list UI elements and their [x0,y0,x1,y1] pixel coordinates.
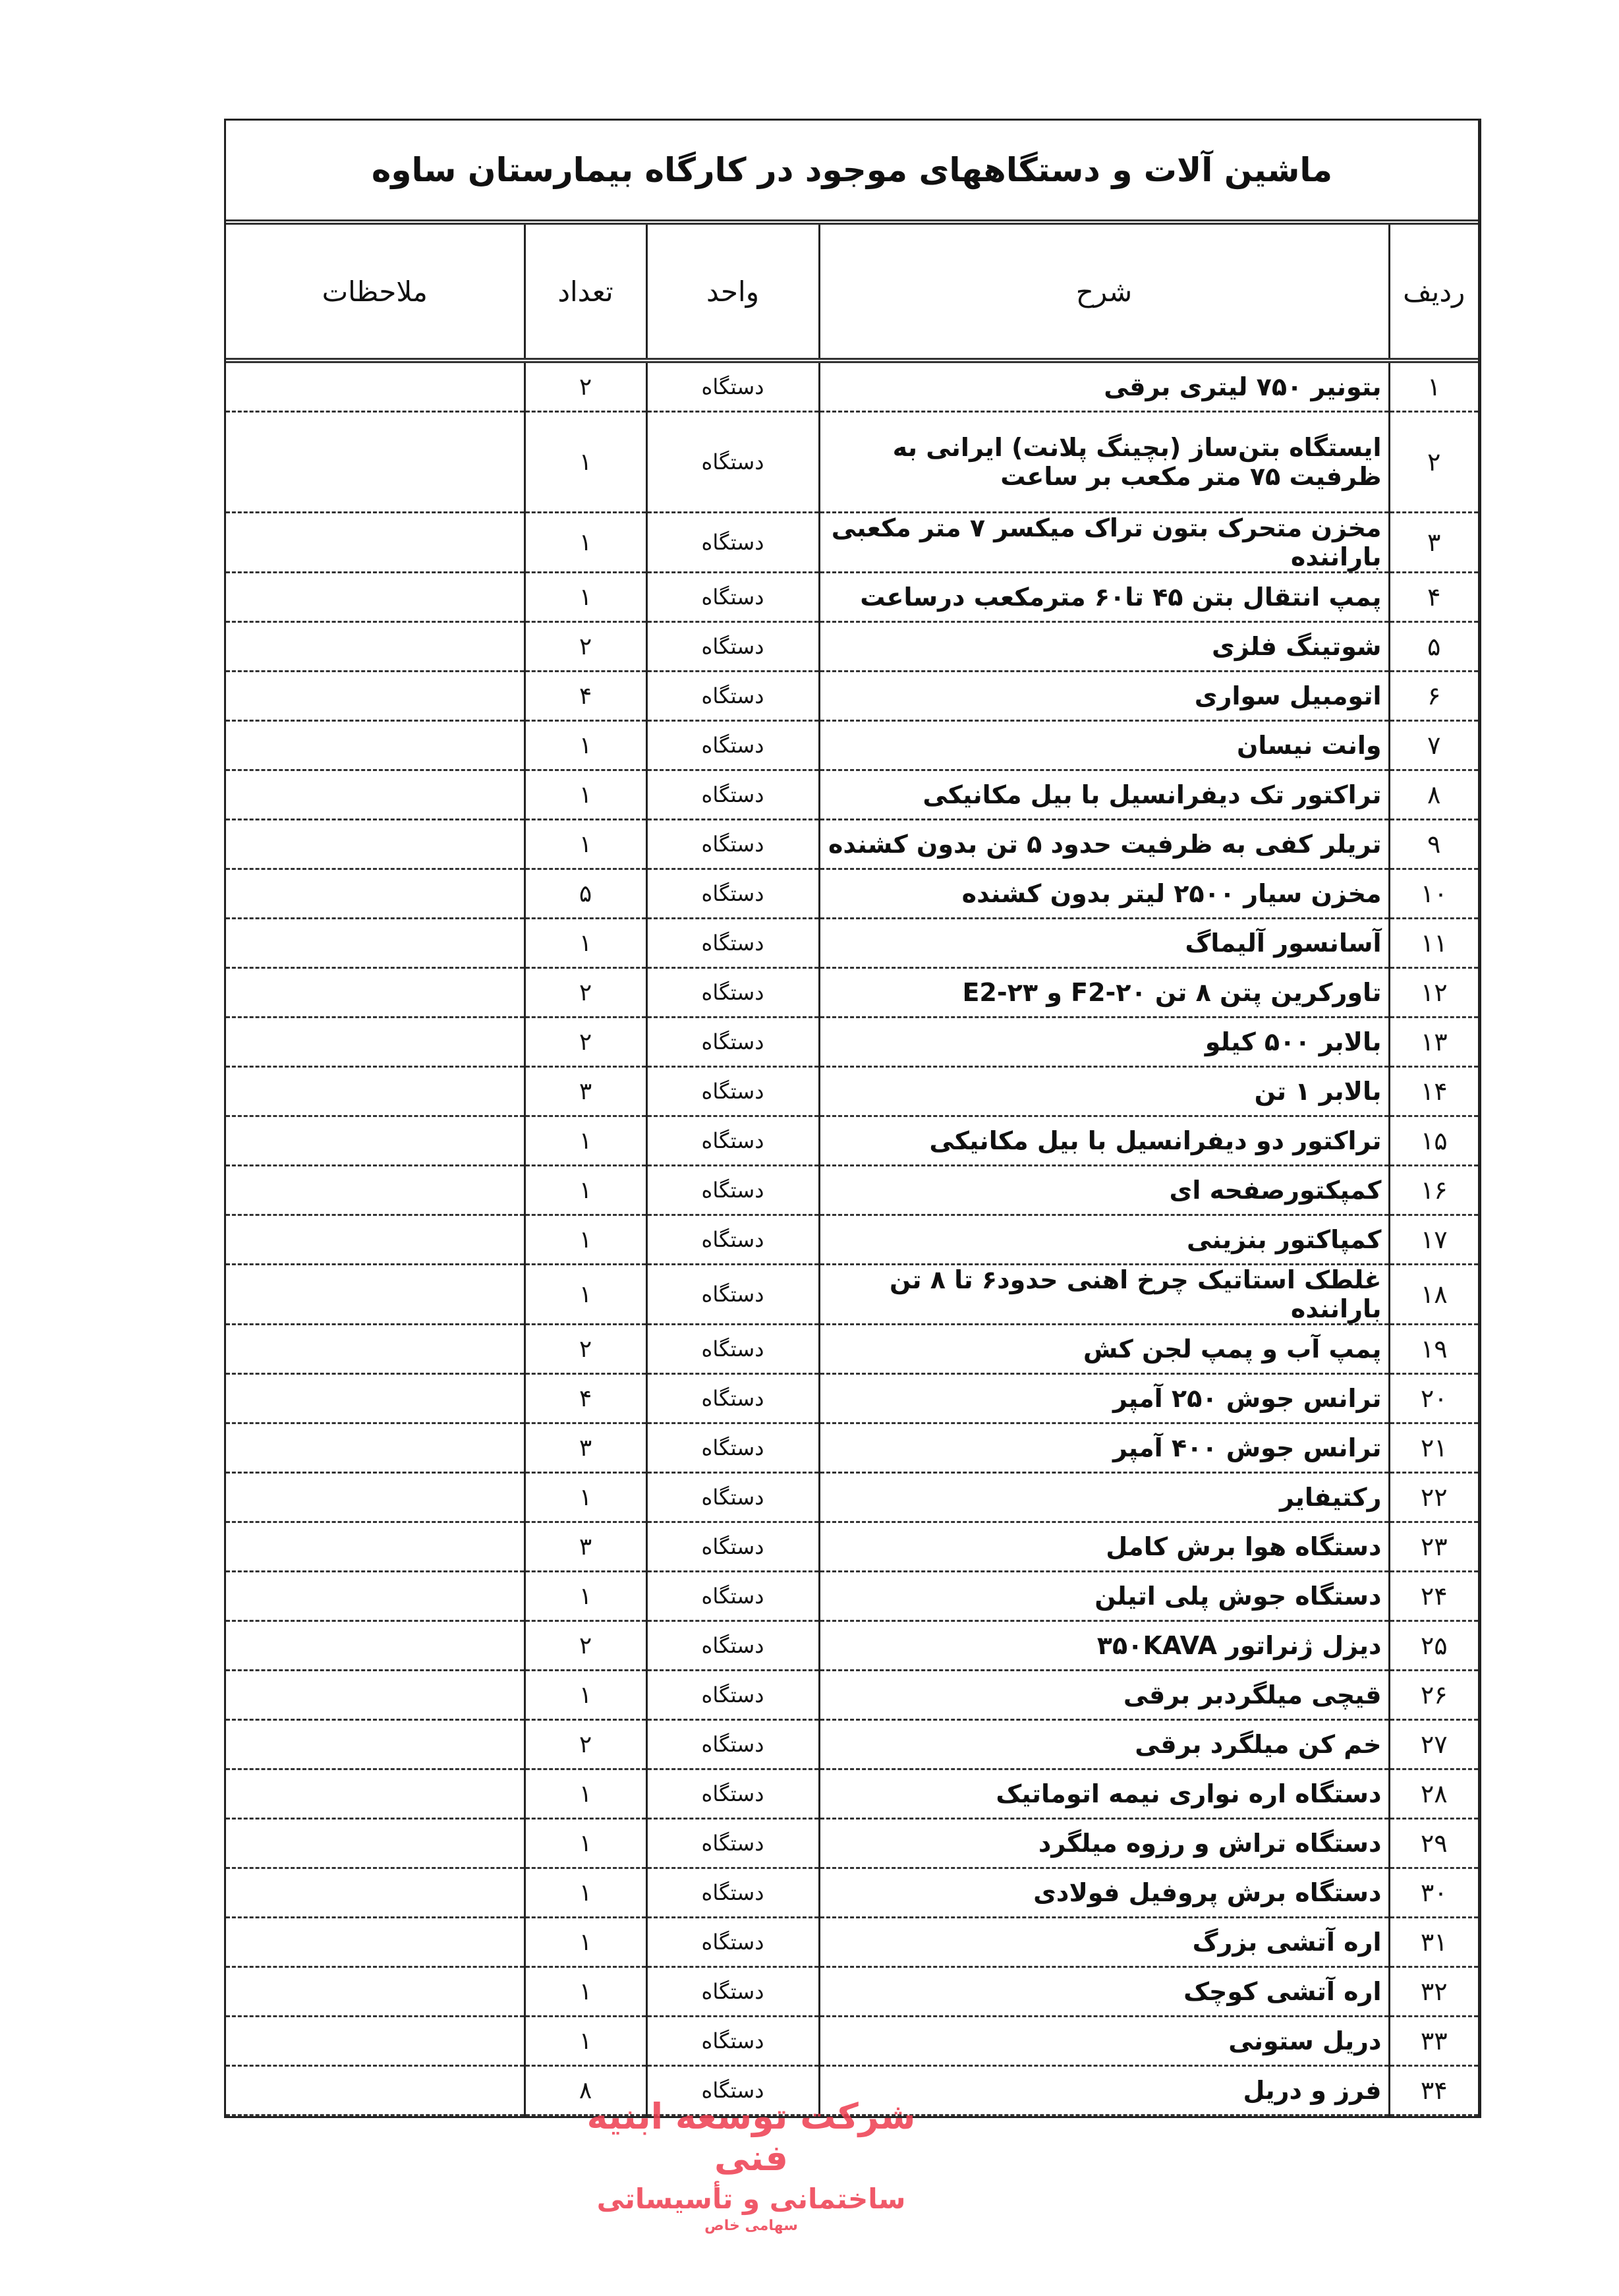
row-number: ۳۲ [1389,1967,1478,2017]
row-description: بتونیر ۷۵۰ لیتری برقی [819,360,1389,412]
row-notes [226,1325,525,1374]
row-number: ۲۲ [1389,1473,1478,1522]
row-unit: دستگاه [646,1166,819,1215]
row-quantity: ۱ [525,1215,646,1265]
row-description: دستگاه اره نواری نیمه اتوماتیک [819,1769,1389,1819]
row-notes [226,1265,525,1325]
row-description: غلطک استاتیک چرخ اهنی حدود۶ تا ۸ تن باراننده [819,1265,1389,1325]
row-notes [226,1868,525,1918]
row-notes [226,412,525,513]
row-number: ۱۷ [1389,1215,1478,1265]
row-unit: دستگاه [646,1325,819,1374]
row-number: ۲۷ [1389,1720,1478,1769]
header-notes: ملاحظات [226,225,525,360]
row-unit: دستگاه [646,1671,819,1720]
row-quantity: ۵ [525,869,646,919]
table-row [226,1166,1478,1215]
row-unit: دستگاه [646,1067,819,1116]
row-quantity: ۱ [525,412,646,513]
row-quantity: ۲ [525,1720,646,1769]
row-unit: دستگاه [646,820,819,869]
row-quantity: ۳ [525,1522,646,1572]
table-row [226,1423,1478,1473]
table-row [226,869,1478,919]
row-description: ترانس جوش ۴۰۰ آمپر [819,1423,1389,1473]
table-row [226,513,1478,573]
row-description: رکتیفایر [819,1473,1389,1522]
table-row [226,1769,1478,1819]
row-number: ۱ [1389,360,1478,412]
row-quantity: ۱ [525,2017,646,2066]
row-number: ۲۸ [1389,1769,1478,1819]
row-quantity: ۱ [525,1769,646,1819]
table-row [226,1918,1478,1967]
table-row [226,968,1478,1018]
row-quantity: ۱ [525,1116,646,1166]
row-unit: دستگاه [646,672,819,721]
row-description: ایستگاه بتن‌ساز (بچینگ پلانت) ایرانی به ظرفیت ۷۵ متر مکعب بر ساعت [819,412,1389,513]
row-description: تاورکرین پتن ۸ تن ۲۰-F2 و ۲۳-E2 [819,968,1389,1018]
row-number: ۳۱ [1389,1918,1478,1967]
row-number: ۱۱ [1389,919,1478,968]
row-description: فرز و دریل [819,2066,1389,2115]
row-unit: دستگاه [646,622,819,672]
row-number: ۱۳ [1389,1018,1478,1067]
row-quantity: ۱ [525,1166,646,1215]
row-description: آسانسور آلیماگ [819,919,1389,968]
row-number: ۲۵ [1389,1621,1478,1671]
row-unit: دستگاه [646,1621,819,1671]
row-quantity: ۳ [525,1423,646,1473]
row-description: مخزن متحرک بتون تراک میکسر ۷ متر مکعبی باراننده [819,513,1389,573]
row-description: اره آتشی بزرگ [819,1918,1389,1967]
row-quantity: ۴ [525,672,646,721]
company-stamp [580,2096,923,2234]
row-quantity: ۱ [525,513,646,573]
row-description: تریلر کفی به ظرفیت حدود ۵ تن بدون کشنده [819,820,1389,869]
equipment-table [226,225,1478,2116]
row-notes [226,919,525,968]
row-unit: دستگاه [646,1868,819,1918]
table-row [226,1572,1478,1621]
table-row [226,1868,1478,1918]
table-row [226,820,1478,869]
row-quantity: ۱ [525,1967,646,2017]
row-unit: دستگاه [646,1720,819,1769]
row-notes [226,573,525,622]
row-notes [226,360,525,412]
row-number: ۱۴ [1389,1067,1478,1116]
row-unit: دستگاه [646,721,819,770]
row-number: ۳ [1389,513,1478,573]
row-notes [226,1967,525,2017]
header-row-number: ردیف [1389,225,1478,360]
table-row [226,1621,1478,1671]
stamp-line-3: سهامی خاص [704,2218,798,2234]
row-number: ۹ [1389,820,1478,869]
equipment-sheet [224,119,1481,2118]
row-description: قیچی میلگردبر برقی [819,1671,1389,1720]
row-notes [226,1215,525,1265]
row-unit: دستگاه [646,1018,819,1067]
row-unit: دستگاه [646,2066,819,2115]
row-notes [226,1819,525,1868]
table-row [226,1067,1478,1116]
table-row [226,1116,1478,1166]
row-description: دریل ستونی [819,2017,1389,2066]
row-quantity: ۲ [525,1018,646,1067]
row-quantity: ۱ [525,770,646,820]
row-description: دیزل ژنراتور ۳۵۰KAVA [819,1621,1389,1671]
row-unit: دستگاه [646,1265,819,1325]
row-notes [226,721,525,770]
table-row [226,622,1478,672]
row-number: ۲۴ [1389,1572,1478,1621]
row-number: ۳۰ [1389,1868,1478,1918]
row-unit: دستگاه [646,513,819,573]
row-number: ۱۵ [1389,1116,1478,1166]
row-quantity: ۱ [525,1572,646,1621]
table-row [226,1215,1478,1265]
row-quantity: ۱ [525,1473,646,1522]
table-row [226,2017,1478,2066]
row-number: ۱۶ [1389,1166,1478,1215]
row-number: ۲۶ [1389,1671,1478,1720]
table-row [226,1819,1478,1868]
row-unit: دستگاه [646,869,819,919]
table-row [226,770,1478,820]
row-notes [226,968,525,1018]
row-unit: دستگاه [646,1116,819,1166]
row-notes [226,1621,525,1671]
row-notes [226,1769,525,1819]
row-description: تراکتور دو دیفرانسیل با بیل مکانیکی [819,1116,1389,1166]
row-number: ۳۳ [1389,2017,1478,2066]
table-row [226,1473,1478,1522]
table-row [226,919,1478,968]
row-notes [226,2066,525,2115]
table-row [226,412,1478,513]
row-notes [226,2017,525,2066]
row-notes [226,770,525,820]
table-row [226,1018,1478,1067]
stamp-line-2: ساختمانی و تأسیساتی [596,2183,906,2215]
row-notes [226,622,525,672]
row-notes [226,1522,525,1572]
table-row [226,1374,1478,1423]
row-notes [226,1018,525,1067]
table-row [226,1325,1478,1374]
row-unit: دستگاه [646,1819,819,1868]
row-quantity: ۸ [525,2066,646,2115]
row-description: اتومبیل سواری [819,672,1389,721]
row-notes [226,1067,525,1116]
row-description: دستگاه هوا برش کامل [819,1522,1389,1572]
row-number: ۳۴ [1389,2066,1478,2115]
row-notes [226,820,525,869]
row-description: دستگاه تراش و رزوه میلگرد [819,1819,1389,1868]
row-number: ۱۰ [1389,869,1478,919]
table-row [226,721,1478,770]
row-unit: دستگاه [646,1769,819,1819]
row-description: بالابر ۱ تن [819,1067,1389,1116]
row-notes [226,1473,525,1522]
row-description: بالابر ۵۰۰ کیلو [819,1018,1389,1067]
row-description: دستگاه برش پروفیل فولادی [819,1868,1389,1918]
row-quantity: ۴ [525,1374,646,1423]
row-number: ۲۰ [1389,1374,1478,1423]
row-description: پمپ انتقال بتن ۴۵ تا۶۰ مترمکعب درساعت [819,573,1389,622]
row-unit: دستگاه [646,1215,819,1265]
row-description: شوتینگ فلزی [819,622,1389,672]
row-notes [226,1423,525,1473]
row-quantity: ۱ [525,820,646,869]
row-unit: دستگاه [646,770,819,820]
row-quantity: ۲ [525,968,646,1018]
row-notes [226,672,525,721]
row-unit: دستگاه [646,1374,819,1423]
row-quantity: ۲ [525,1325,646,1374]
row-number: ۸ [1389,770,1478,820]
table-row [226,1522,1478,1572]
row-description: کمپاکتور بنزینی [819,1215,1389,1265]
row-number: ۶ [1389,672,1478,721]
row-notes [226,1720,525,1769]
row-quantity: ۱ [525,721,646,770]
table-row [226,1967,1478,2017]
row-quantity: ۱ [525,1868,646,1918]
row-number: ۴ [1389,573,1478,622]
row-unit: دستگاه [646,1572,819,1621]
header-quantity: تعداد [525,225,646,360]
row-quantity: ۲ [525,1621,646,1671]
row-number: ۱۹ [1389,1325,1478,1374]
row-description: تراکتور تک دیفرانسیل با بیل مکانیکی [819,770,1389,820]
row-unit: دستگاه [646,968,819,1018]
row-quantity: ۱ [525,919,646,968]
row-description: وانت نیسان [819,721,1389,770]
row-number: ۲ [1389,412,1478,513]
row-description: مخزن سیار ۲۵۰۰ لیتر بدون کشنده [819,869,1389,919]
row-quantity: ۲ [525,622,646,672]
table-row [226,1265,1478,1325]
table-row [226,1671,1478,1720]
row-notes [226,1918,525,1967]
table-row [226,672,1478,721]
row-description: خم کن میلگرد برقی [819,1720,1389,1769]
row-quantity: ۲ [525,360,646,412]
row-notes [226,1166,525,1215]
row-description: اره آتشی کوچک [819,1967,1389,2017]
row-description: کمپکتورصفحه ای [819,1166,1389,1215]
row-number: ۱۲ [1389,968,1478,1018]
row-unit: دستگاه [646,1967,819,2017]
page-title: ماشین آلات و دستگاههای موجود در کارگاه بیمارستان ساوه [226,121,1478,225]
row-quantity: ۱ [525,573,646,622]
row-description: پمپ آب و پمپ لجن کش [819,1325,1389,1374]
row-description: دستگاه جوش پلی اتیلن [819,1572,1389,1621]
row-unit: دستگاه [646,1522,819,1572]
header-unit: واحد [646,225,819,360]
table-row [226,360,1478,412]
row-unit: دستگاه [646,919,819,968]
row-number: ۲۹ [1389,1819,1478,1868]
row-unit: دستگاه [646,1473,819,1522]
row-number: ۱۸ [1389,1265,1478,1325]
row-quantity: ۱ [525,1671,646,1720]
row-unit: دستگاه [646,2017,819,2066]
row-quantity: ۱ [525,1819,646,1868]
row-notes [226,513,525,573]
row-notes [226,1374,525,1423]
table-row [226,1720,1478,1769]
table-header [226,225,1478,360]
row-unit: دستگاه [646,1423,819,1473]
row-number: ۷ [1389,721,1478,770]
row-number: ۲۱ [1389,1423,1478,1473]
row-notes [226,869,525,919]
table-row [226,573,1478,622]
row-notes [226,1116,525,1166]
row-notes [226,1572,525,1621]
row-number: ۵ [1389,622,1478,672]
row-quantity: ۳ [525,1067,646,1116]
row-unit: دستگاه [646,360,819,412]
row-quantity: ۱ [525,1265,646,1325]
row-description: ترانس جوش ۲۵۰ آمپر [819,1374,1389,1423]
row-number: ۲۳ [1389,1522,1478,1572]
stamp-line-1: شرکت توسعه ابنیه فنی [586,2096,916,2179]
row-quantity: ۱ [525,1918,646,1967]
header-description: شرح [819,225,1389,360]
row-unit: دستگاه [646,573,819,622]
row-unit: دستگاه [646,412,819,513]
row-unit: دستگاه [646,1918,819,1967]
row-notes [226,1671,525,1720]
